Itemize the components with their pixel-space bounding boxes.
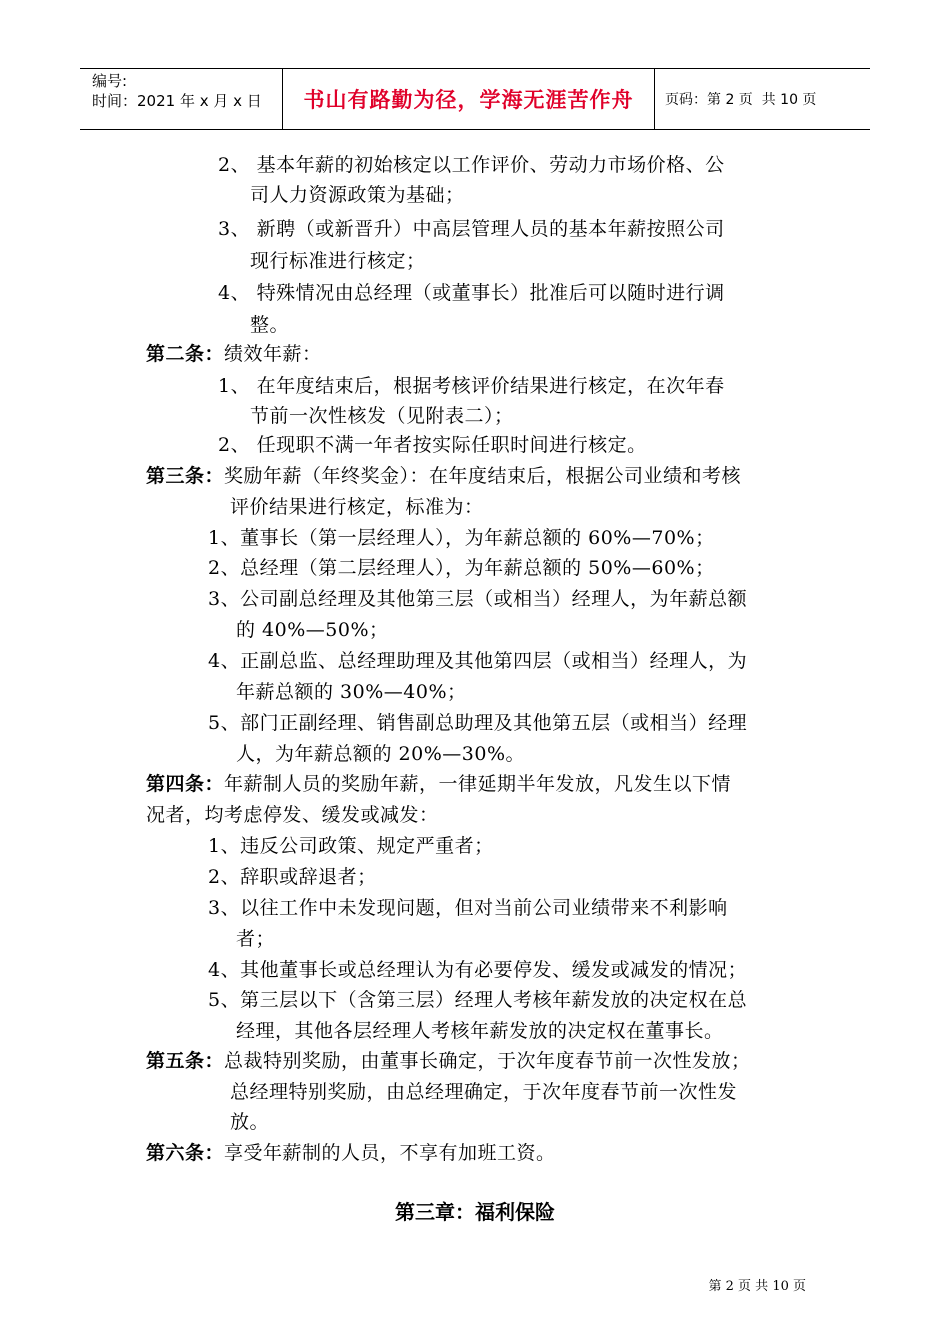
body-line: 司人力资源政策为基础； [250, 184, 465, 206]
body-line: 现行标准进行核定； [250, 250, 426, 272]
article-label: 第三条： [146, 465, 225, 487]
article-line: 第三条：奖励年薪（年终奖金）：在年度结束后，根据公司业绩和考核 [146, 465, 742, 487]
body-line: 人，为年薪总额的 20%—30%。 [236, 743, 526, 765]
body-line: 2、辞职或辞退者； [208, 866, 377, 888]
body-line: 3、以往工作中未发现问题，但对当前公司业绩带来不利影响 [208, 897, 728, 919]
page-header [80, 68, 870, 130]
motto: 书山有路勤为径，学海无涯苦作舟 [303, 88, 634, 112]
body-line: 5、部门正副经理、销售副总助理及其他第五层（或相当）经理 [208, 712, 748, 734]
header-motto-cell [282, 69, 655, 129]
body-line: 4、正副总监、总经理助理及其他第四层（或相当）经理人，为 [208, 650, 748, 672]
body-line: 放。 [230, 1111, 270, 1133]
article-line: 第五条：总裁特别奖励，由董事长确定，于次年度春节前一次性发放； [146, 1050, 751, 1072]
body-line: 1、董事长（第一层经理人），为年薪总额的 60%—70%； [208, 527, 715, 549]
body-line: 经理，其他各层经理人考核年薪发放的决定权在董事长。 [236, 1020, 724, 1042]
article-label: 第四条： [146, 773, 225, 795]
body-line: 4、 特殊情况由总经理（或董事长）批准后可以随时进行调 [218, 282, 725, 304]
body-line: 5、第三层以下（含第三层）经理人考核年薪发放的决定权在总 [208, 989, 748, 1011]
chapter-title: 第三章：福利保险 [395, 1200, 555, 1224]
article-line: 第二条：绩效年薪： [146, 343, 322, 365]
body-line: 2、 基本年薪的初始核定以工作评价、劳动力市场价格、公 [218, 154, 725, 176]
header-page-cell [655, 69, 870, 129]
article-line: 第六条：享受年薪制的人员，不享有加班工资。 [146, 1142, 556, 1164]
article-label: 第六条： [146, 1142, 225, 1164]
body-line: 况者，均考虑停发、缓发或减发： [146, 804, 439, 826]
article-line: 第四条：年薪制人员的奖励年薪，一律延期半年发放，凡发生以下情 [146, 773, 732, 795]
body-line: 的 40%—50%； [236, 619, 389, 641]
body-line: 2、总经理（第二层经理人），为年薪总额的 50%—60%； [208, 557, 715, 579]
body-line: 评价结果进行核定，标准为： [230, 496, 484, 518]
serial-label: 编号: [92, 72, 128, 90]
header-meta [80, 69, 282, 129]
date-label: 时间：2021 年 x 月 x 日 [92, 92, 262, 110]
body-line: 3、 新聘（或新晋升）中高层管理人员的基本年薪按照公司 [218, 218, 725, 240]
body-line: 总经理特别奖励，由总经理确定，于次年度春节前一次性发 [230, 1081, 738, 1103]
body-line: 年薪总额的 30%—40%； [236, 681, 467, 703]
body-line: 4、其他董事长或总经理认为有必要停发、缓发或减发的情况； [208, 959, 748, 981]
article-label: 第二条： [146, 343, 225, 365]
page-label: 页码：第 2 页 共 10 页 [665, 92, 817, 108]
body-line: 3、公司副总经理及其他第三层（或相当）经理人，为年薪总额 [208, 588, 748, 610]
page-footer: 第 2 页 共 10 页 [708, 1279, 806, 1294]
body-line: 者； [236, 928, 276, 950]
body-line: 节前一次性核发（见附表二）； [250, 405, 514, 427]
body-line: 1、违反公司政策、规定严重者； [208, 835, 494, 857]
body-line: 整。 [250, 314, 290, 336]
body-line: 1、 在年度结束后，根据考核评价结果进行核定，在次年春 [218, 375, 725, 397]
body-line: 2、 任现职不满一年者按实际任职时间进行核定。 [218, 434, 647, 456]
article-label: 第五条： [146, 1050, 225, 1072]
